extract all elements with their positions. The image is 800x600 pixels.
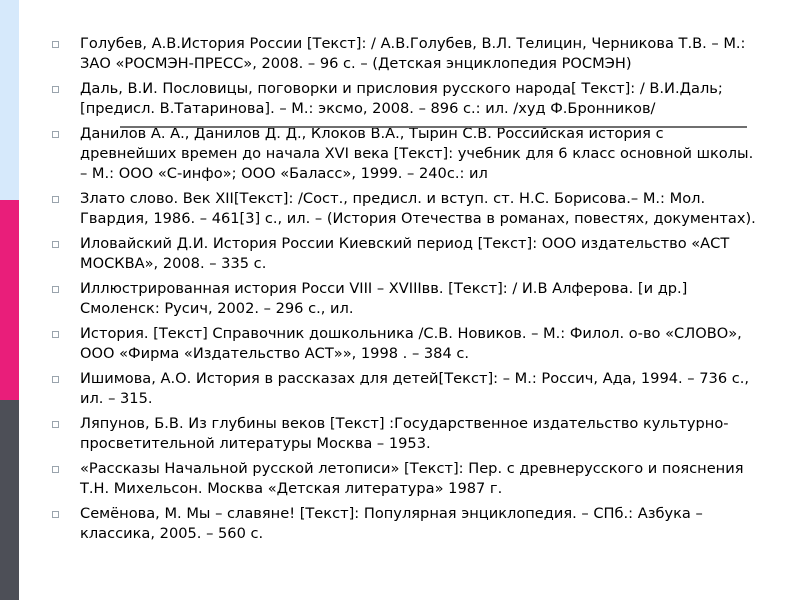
entry-text: Данилов А. А., Данилов Д. Д., Клоков В.А., Тырин С.В. Российская история с древнейших времен до начала XVI века [Текст]: учебник для 6 класс основной школы. – М.: ООО «С-инфо»; ООО «Баласс», 1999. – 240с.: ил — [80, 125, 754, 182]
bibliography-entry — [50, 34, 762, 74]
square-bullet-icon — [52, 421, 59, 428]
left-stripe-dark-gray — [0, 400, 19, 600]
entry-text: Ляпунов, Б.В. Из глубины веков [Текст] :Государственное издательство культурно-просветительной литературы Москва – 1953. — [80, 415, 729, 452]
square-bullet-icon — [52, 196, 59, 203]
entry-text: Ишимова, А.О. История в рассказах для детей[Текст]: – М.: Россич, Ада, 1994. – 736 с., ил. – 315. — [80, 370, 750, 407]
bibliography-entry — [50, 324, 762, 364]
horizontal-rule — [120, 126, 747, 128]
entry-text: Иловайский Д.И. История России Киевский период [Текст]: ООО издательство «АСТ МОСКВА», 2008. – 335 с. — [80, 235, 730, 272]
square-bullet-icon — [52, 41, 59, 48]
left-stripe-magenta — [0, 200, 19, 400]
entry-text: Семёнова, М. Мы – славяне! [Текст]: Популярная энциклопедия. – СПб.: Азбука – классика, 2005. – 560 с. — [80, 505, 703, 542]
bibliography-entry — [50, 79, 762, 119]
bibliography-list — [50, 34, 762, 549]
entry-text: Злато слово. Век XII[Текст]: /Сост., предисл. и вступ. ст. Н.С. Борисова.– М.: Мол. Гвардия, 1986. – 461[3] с., ил. – (История Отечества в романах, повестях, документах). — [80, 190, 756, 227]
entry-text: «Рассказы Начальной русской летописи» [Текст]: Пер. с древнерусского и пояснения Т.Н. Михельсон. Москва «Детская литература» 1987 г. — [80, 460, 744, 497]
square-bullet-icon — [52, 286, 59, 293]
entry-text: Даль, В.И. Пословицы, поговорки и присловия русского народа[ Текст]: / В.И.Даль; [предисл. В.Татаринова]. – М.: эксмо, 2008. – 896 с.: ил. /худ Ф.Бронников/ — [80, 80, 723, 117]
left-stripe-light-blue — [0, 0, 19, 200]
square-bullet-icon — [52, 466, 59, 473]
bibliography-entry — [50, 189, 762, 229]
square-bullet-icon — [52, 376, 59, 383]
bibliography-entry — [50, 504, 762, 544]
square-bullet-icon — [52, 86, 59, 93]
square-bullet-icon — [52, 241, 59, 248]
bibliography-entry — [50, 459, 762, 499]
square-bullet-icon — [52, 131, 59, 138]
bibliography-entry — [50, 279, 762, 319]
entry-text: История. [Текст] Справочник дошкольника /С.В. Новиков. – М.: Филол. о-во «СЛОВО», ООО «Фирма «Издательство АСТ»», 1998 . – 384 с. — [80, 325, 742, 362]
bibliography-entry — [50, 369, 762, 409]
bibliography-entry — [50, 414, 762, 454]
bibliography-entry — [50, 124, 762, 184]
entry-text: Голубев, А.В.История России [Текст]: / А.В.Голубев, В.Л. Телицин, Черникова Т.В. – М.: ЗАО «РОСМЭН-ПРЕСС», 2008. – 96 с. – (Детская энциклопедия РОСМЭН) — [80, 35, 746, 72]
entry-text: Иллюстрированная история Росси VIII – XVIIIвв. [Текст]: / И.В Алферова. [и др.] Смоленск: Русич, 2002. – 296 с., ил. — [80, 280, 688, 317]
bibliography-entry — [50, 234, 762, 274]
square-bullet-icon — [52, 331, 59, 338]
square-bullet-icon — [52, 511, 59, 518]
